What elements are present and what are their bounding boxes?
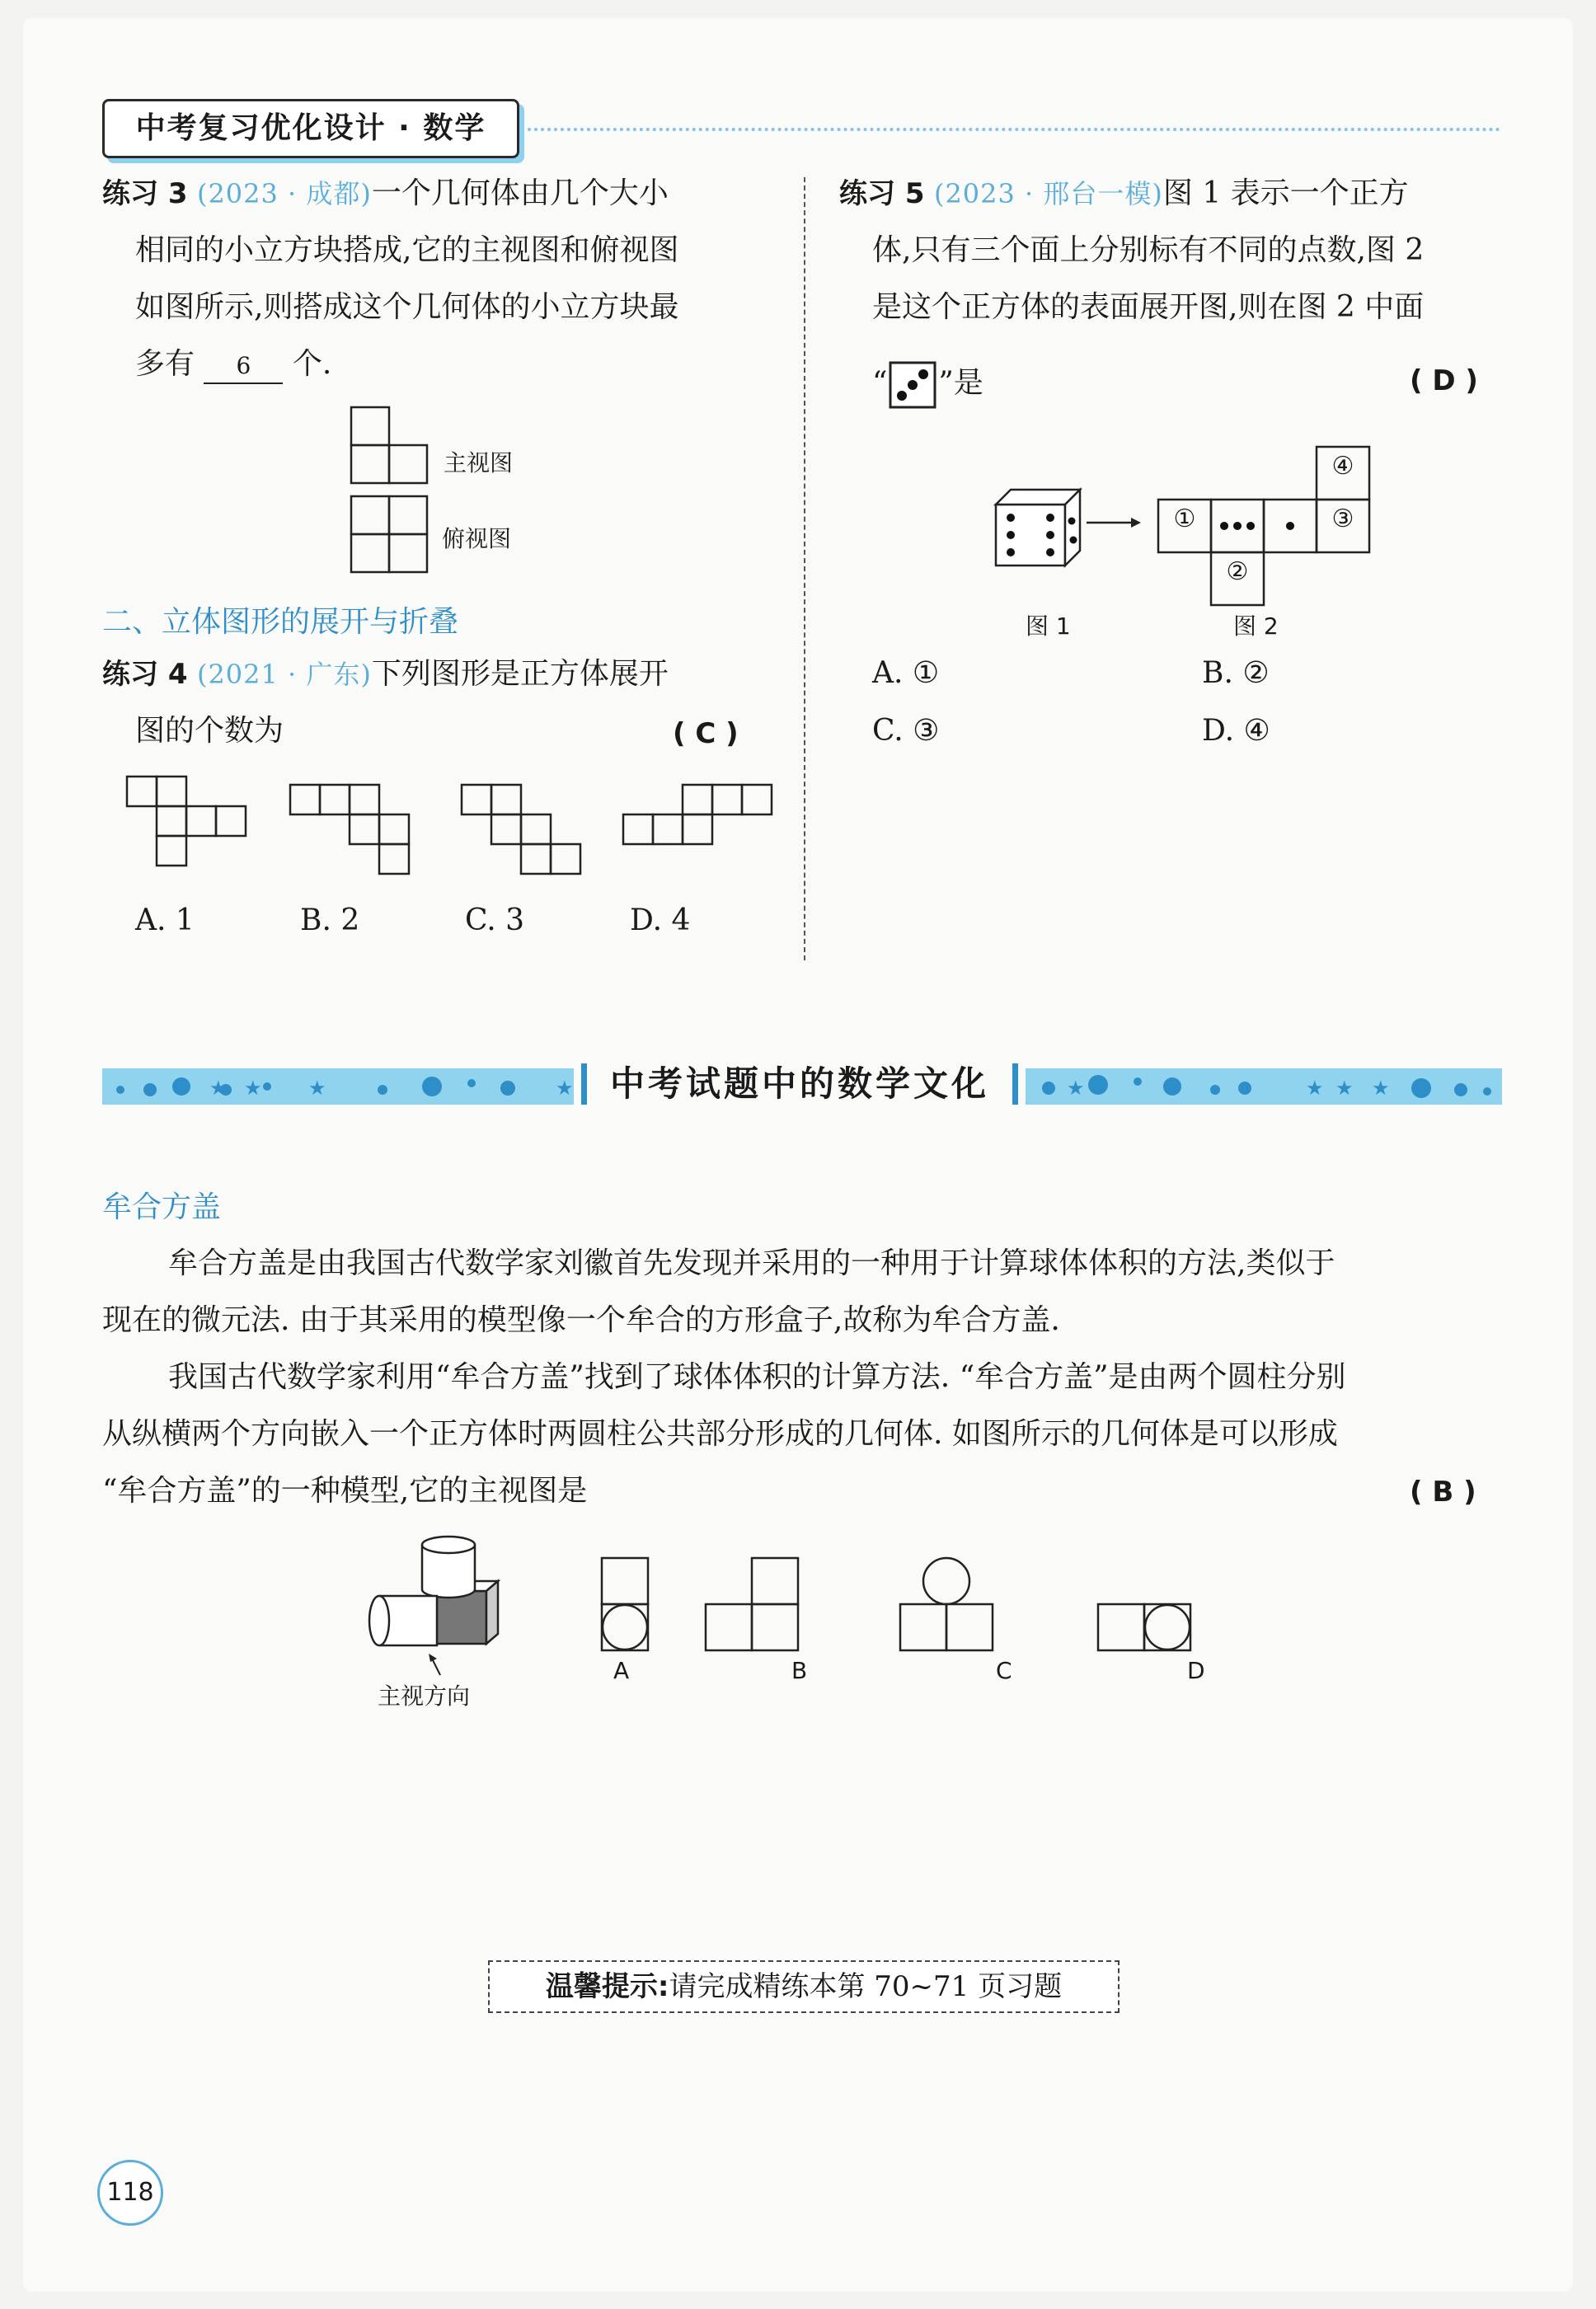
exercise-5-source: (2023 · 邢台一模)	[933, 178, 1163, 209]
net-b	[290, 785, 409, 874]
exercise-3-answer-blank: 6	[204, 350, 283, 384]
column-divider	[804, 177, 805, 960]
exercise-4-option-b: B. 2	[300, 903, 360, 937]
svg-text:★: ★	[244, 1077, 262, 1100]
solid-model	[369, 1537, 498, 1675]
reminder-box	[488, 1960, 1120, 2013]
net-d	[623, 785, 772, 844]
exercise-5-text: 图 1 表示一个正方	[1162, 176, 1409, 210]
exercise-5-line3: 是这个正方体的表面展开图,则在图 2 中面	[872, 290, 1425, 324]
exercise-5-line2: 体,只有三个面上分别标有不同的点数,图 2	[872, 233, 1425, 267]
svg-text:★: ★	[209, 1077, 228, 1100]
exercise-3-views-figure	[346, 404, 437, 577]
page-number: 118	[97, 2160, 163, 2226]
reminder-label: 温馨提示:	[545, 1970, 669, 2003]
exercise-3-source: (2023 · 成都)	[196, 178, 372, 209]
exercise-5-option-c: C. ③	[872, 714, 940, 748]
svg-text:★: ★	[1306, 1077, 1324, 1100]
option-c-view	[900, 1558, 993, 1650]
close-quote-text: ”是	[938, 366, 983, 400]
figure-1-caption: 图 1	[1026, 612, 1071, 640]
top-view-caption: 俯视图	[442, 525, 512, 552]
option-a-label: A	[613, 1657, 630, 1684]
svg-text:★: ★	[1372, 1077, 1390, 1100]
book-title: 中考复习优化设计 · 数学	[102, 99, 519, 158]
net-label-1: ①	[1173, 505, 1196, 533]
exercise-5-option-b: B. ②	[1202, 656, 1270, 690]
option-d-label: D	[1187, 1657, 1205, 1684]
culture-heading: 牟合方盖	[102, 1190, 222, 1224]
exercise-3-line3: 如图所示,则搭成这个几何体的小立方块最	[135, 290, 679, 324]
exercise-4-answer: ( C )	[673, 717, 739, 750]
exercise-3-line2: 相同的小立方块搭成,它的主视图和俯视图	[135, 233, 679, 267]
exercise-4-source: (2021 · 广东)	[196, 659, 372, 690]
exercise-3-text: 一个几何体由几个大小	[371, 176, 669, 210]
exercise-3-line4-pre: 多有	[135, 347, 195, 381]
exercise-5-answer: ( D )	[1410, 364, 1478, 397]
front-view-caption: 主视图	[444, 449, 514, 476]
exercise-4-option-a: A. 1	[135, 903, 195, 937]
top-view-shape	[351, 496, 427, 572]
exercise-4-label: 练习 4	[102, 658, 188, 691]
culture-p2-line2: 从纵横两个方向嵌入一个正方体时两圆柱公共部分形成的几何体. 如图所示的几何体是可以形成	[102, 1417, 1338, 1451]
net-label-4: ④	[1331, 452, 1354, 481]
dice-face-three-icon	[887, 359, 938, 411]
exercise-5-line4	[872, 354, 1120, 411]
svg-text:★: ★	[308, 1077, 326, 1100]
exercise-3-line1	[102, 165, 786, 223]
section-2-heading: 二、立体图形的展开与折叠	[102, 605, 459, 639]
exercise-3-line4	[135, 336, 465, 392]
culture-answer: ( B )	[1410, 1476, 1476, 1509]
banner-title: 中考试题中的数学文化	[581, 1054, 1018, 1115]
culture-p1-line1: 牟合方盖是由我国古代数学家刘徽首先发现并采用的一种用于计算球体体积的方法,类似于	[168, 1246, 1335, 1280]
culture-p2-line1: 我国古代数学家利用“牟合方盖”找到了球体体积的计算方法. “牟合方盖”是由两个圆柱分别	[168, 1360, 1346, 1394]
exercise-4-line1	[102, 645, 786, 703]
svg-text:★: ★	[556, 1077, 574, 1100]
net-label-3: ③	[1331, 505, 1354, 533]
net-label-2: ②	[1226, 557, 1249, 586]
exercise-4-option-d: D. 4	[630, 903, 691, 937]
dice-cube-figure	[996, 490, 1080, 566]
exercise-4-option-c: C. 3	[465, 903, 525, 937]
exercise-4-text: 下列图形是正方体展开	[371, 657, 669, 691]
reminder-text: 请完成精练本第 70~71 页习题	[669, 1970, 1063, 2003]
exercise-5-option-a: A. ①	[872, 656, 940, 690]
option-b-label: B	[791, 1657, 808, 1684]
figure-2-caption: 图 2	[1233, 612, 1279, 640]
front-view-shape	[351, 407, 427, 483]
exercise-5-option-d: D. ④	[1202, 714, 1270, 748]
net-a	[127, 777, 246, 866]
moheyfanggai-figure	[363, 1533, 1253, 1698]
svg-text:★: ★	[1067, 1077, 1085, 1100]
net-c	[462, 785, 580, 874]
arrow-right-icon	[1087, 518, 1141, 528]
option-d-view	[1098, 1604, 1190, 1650]
option-a-view	[602, 1558, 648, 1650]
option-c-label: C	[996, 1657, 1012, 1684]
culture-p2-line3: “牟合方盖”的一种模型,它的主视图是	[102, 1474, 588, 1508]
header-dotted-rule	[528, 128, 1500, 131]
exercise-4-nets-figure	[124, 773, 775, 880]
exercise-4-line2: 图的个数为	[135, 714, 284, 748]
culture-p1-line2: 现在的微元法. 由于其采用的模型像一个牟合的方形盒子,故称为牟合方盖.	[102, 1303, 1060, 1337]
svg-text:★: ★	[1335, 1077, 1354, 1100]
view-direction-caption: 主视方向	[378, 1682, 471, 1710]
open-quote: “	[872, 366, 888, 400]
exercise-5-label: 练习 5	[839, 177, 925, 210]
exercise-3-label: 练习 3	[102, 177, 188, 210]
exercise-5-line1	[839, 165, 1523, 223]
exercise-3-line4-post: 个.	[292, 347, 332, 381]
option-b-view	[706, 1558, 798, 1650]
